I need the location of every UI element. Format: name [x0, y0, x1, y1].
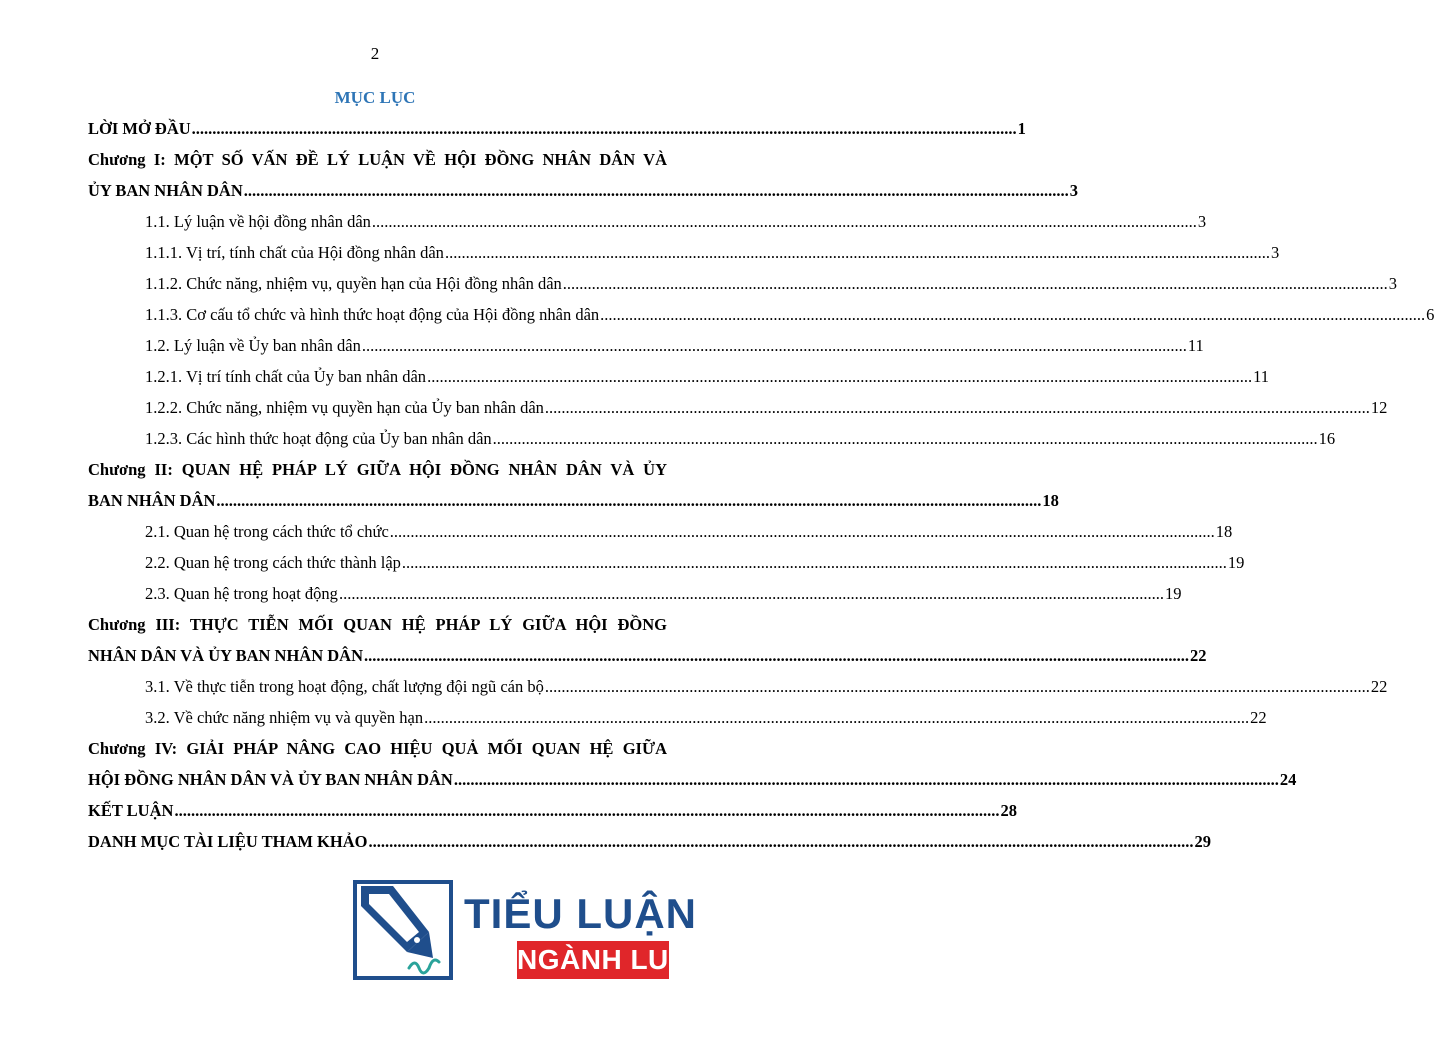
toc-entry-1-2-1[interactable] — [145, 367, 1269, 391]
toc-entry-text: 3.1. Về thực tiễn trong hoạt động, chất lượng đội ngũ cán bộ — [145, 677, 544, 696]
toc-entry-page: 3 — [1388, 274, 1398, 293]
toc-entry-page: 6 — [1426, 305, 1434, 324]
toc-entry-text: ỦY BAN NHÂN DÂN — [88, 181, 243, 200]
toc-entry-page: 28 — [1000, 801, 1017, 820]
toc-entry-page: 18 — [1215, 522, 1233, 541]
toc-entry-text: 1.2. Lý luận về Ủy ban nhân dân — [145, 336, 361, 355]
toc-entry-text: 1.2.2. Chức năng, nhiệm vụ quyền hạn của Ủy ban nhân dân — [145, 398, 544, 417]
toc-entry-text: 1.2.3. Các hình thức hoạt động của Ủy ban nhân dân — [145, 429, 492, 448]
chapter-1-heading-line[interactable]: Chương I: MỘT SỐ VẤN ĐỀ LÝ LUẬN VỀ HỘI ĐỒNG NHÂN DÂN VÀ — [88, 150, 667, 169]
toc-entry-text: 1.1.2. Chức năng, nhiệm vụ, quyền hạn của Hội đồng nhân dân — [145, 274, 562, 293]
toc-entry-page: 19 — [1164, 584, 1182, 603]
toc-entry-text: DANH MỤC TÀI LIỆU THAM KHẢO — [88, 832, 368, 851]
toc-entry-page: 3 — [1197, 212, 1207, 231]
toc-entry-conclusion[interactable] — [88, 801, 1017, 825]
pen-nib-logo-icon — [353, 880, 453, 980]
page-number: 2 — [370, 44, 380, 63]
toc-entry-chapter-4[interactable] — [88, 770, 1297, 794]
logo-text-bottom: NGÀNH LUẬT — [517, 941, 669, 979]
toc-entry-intro[interactable] — [88, 119, 1026, 143]
leader-dots: ........................................................................................................................................................................................................ — [243, 181, 1069, 200]
leader-dots: ........................................................................................................................................................................................................ — [364, 646, 1189, 665]
toc-entry-chapter-2[interactable] — [88, 491, 1059, 515]
leader-dots: ........................................................................................................................................................................................................ — [361, 336, 1187, 355]
toc-entry-references[interactable] — [88, 832, 1211, 856]
toc-entry-text: 3.2. Về chức năng nhiệm vụ và quyền hạn — [145, 708, 424, 727]
chapter-3-heading-line[interactable]: Chương III: THỰC TIỄN MỐI QUAN HỆ PHÁP LÝ GIỮA HỘI ĐỒNG — [88, 615, 667, 634]
leader-dots: ........................................................................................................................................................................................................ — [600, 305, 1426, 324]
leader-dots: ........................................................................................................................................................................................................ — [401, 553, 1227, 572]
leader-dots: ........................................................................................................................................................................................................ — [424, 708, 1250, 727]
toc-entry-page: 24 — [1279, 770, 1297, 789]
toc-entry-chapter-1[interactable] — [88, 181, 1079, 205]
toc-entry-text: 1.1.1. Vị trí, tính chất của Hội đồng nhân dân — [145, 243, 444, 262]
leader-dots: ........................................................................................................................................................................................................ — [444, 243, 1270, 262]
toc-entry-page: 3 — [1270, 243, 1280, 262]
toc-entry-page: 11 — [1187, 336, 1204, 355]
leader-dots: ........................................................................................................................................................................................................ — [338, 584, 1164, 603]
leader-dots: ........................................................................................................................................................................................................ — [216, 491, 1042, 510]
toc-entry-page: 19 — [1227, 553, 1245, 572]
logo-text-top: TIỂU LUẬN — [464, 890, 697, 937]
toc-entry-text: BAN NHÂN DÂN — [88, 491, 216, 510]
toc-entry-2-2[interactable] — [145, 553, 1245, 577]
toc-entry-1-1-3[interactable] — [145, 305, 1434, 329]
toc-entry-page: 18 — [1042, 491, 1059, 510]
toc-entry-3-2[interactable] — [145, 708, 1267, 732]
leader-dots: ........................................................................................................................................................................................................ — [174, 801, 1000, 820]
toc-entry-2-1[interactable] — [145, 522, 1233, 546]
toc-entry-1-2-3[interactable] — [145, 429, 1336, 453]
leader-dots: ........................................................................................................................................................................................................ — [492, 429, 1318, 448]
toc-entry-page: 22 — [1370, 677, 1388, 696]
toc-entry-text: NHÂN DÂN VÀ ỦY BAN NHÂN DÂN — [88, 646, 363, 665]
leader-dots: ........................................................................................................................................................................................................ — [453, 770, 1279, 789]
toc-entry-page: 22 — [1250, 708, 1267, 727]
toc-entry-1-2-2[interactable] — [145, 398, 1388, 422]
toc-entry-page: 16 — [1318, 429, 1336, 448]
toc-entry-2-3[interactable] — [145, 584, 1182, 608]
leader-dots: ........................................................................................................................................................................................................ — [544, 677, 1370, 696]
toc-entry-text: LỜI MỞ ĐẦU — [88, 119, 191, 138]
toc-entry-page: 3 — [1069, 181, 1079, 200]
toc-entry-3-1[interactable] — [145, 677, 1388, 701]
toc-entry-page: 11 — [1253, 367, 1269, 386]
toc-title: MỤC LỤC — [334, 88, 416, 107]
toc-entry-text: 2.3. Quan hệ trong hoạt động — [145, 584, 338, 603]
toc-entry-page: 22 — [1190, 646, 1207, 665]
leader-dots: ........................................................................................................................................................................................................ — [389, 522, 1215, 541]
leader-dots: ........................................................................................................................................................................................................ — [562, 274, 1388, 293]
chapter-2-heading-line[interactable]: Chương II: QUAN HỆ PHÁP LÝ GIỮA HỘI ĐỒNG NHÂN DÂN VÀ ỦY — [88, 460, 667, 479]
leader-dots: ........................................................................................................................................................................................................ — [427, 367, 1253, 386]
toc-entry-page: 12 — [1370, 398, 1388, 417]
leader-dots: ........................................................................................................................................................................................................ — [371, 212, 1197, 231]
leader-dots: ........................................................................................................................................................................................................ — [544, 398, 1370, 417]
toc-entry-text: KẾT LUẬN — [88, 801, 174, 820]
toc-entry-text: 1.1. Lý luận về hội đồng nhân dân — [145, 212, 371, 231]
toc-entry-1-1-2[interactable] — [145, 274, 1398, 298]
toc-entry-1-1[interactable] — [145, 212, 1207, 236]
leader-dots: ........................................................................................................................................................................................................ — [191, 119, 1017, 138]
toc-entry-chapter-3[interactable] — [88, 646, 1207, 670]
toc-entry-page: 29 — [1194, 832, 1211, 851]
toc-entry-text: HỘI ĐỒNG NHÂN DÂN VÀ ỦY BAN NHÂN DÂN — [88, 770, 453, 789]
toc-entry-text: 1.2.1. Vị trí tính chất của Ủy ban nhân dân — [145, 367, 427, 386]
toc-entry-text: 2.1. Quan hệ trong cách thức tổ chức — [145, 522, 389, 541]
toc-entry-text: 1.1.3. Cơ cấu tổ chức và hình thức hoạt động của Hội đồng nhân dân — [145, 305, 600, 324]
toc-entry-1-2[interactable] — [145, 336, 1204, 360]
chapter-4-heading-line[interactable]: Chương IV: GIẢI PHÁP NÂNG CAO HIỆU QUẢ MỐI QUAN HỆ GIỮA — [88, 739, 667, 758]
leader-dots: ........................................................................................................................................................................................................ — [368, 832, 1194, 851]
toc-entry-text: 2.2. Quan hệ trong cách thức thành lập — [145, 553, 401, 572]
toc-entry-page: 1 — [1017, 119, 1026, 138]
toc-entry-1-1-1[interactable] — [145, 243, 1280, 267]
